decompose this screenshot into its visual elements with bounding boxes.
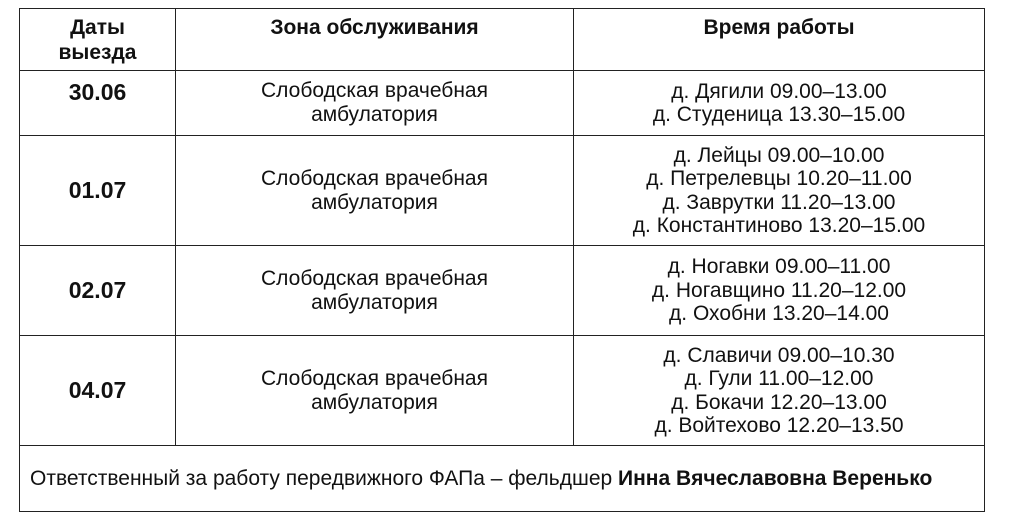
time-cell — [574, 336, 985, 446]
table-row — [20, 71, 985, 136]
footer-row — [20, 446, 985, 512]
zone-line: Слободская врачебная — [261, 266, 488, 290]
responsible-note — [20, 446, 985, 512]
schedule-table — [19, 8, 985, 512]
header-zone: Зона обслуживания — [176, 9, 574, 71]
date-cell: 02.07 — [20, 246, 176, 336]
header-row — [20, 9, 985, 71]
time-line: д. Заврутки 11.20–13.00 — [662, 190, 896, 214]
time-line: д. Константиново 13.20–15.00 — [632, 214, 926, 237]
time-line: д. Охобни 13.20–14.00 — [669, 302, 889, 326]
time-line: д. Ногавки 09.00–11.00 — [667, 255, 891, 279]
time-line: д. Войтехово 12.20–13.50 — [654, 414, 904, 437]
responsible-text: Ответственный за работу передвижного ФАПа – фельдшер — [30, 466, 619, 490]
time-line: д. Студеница 13.30–15.00 — [652, 103, 906, 126]
zone-line: амбулатория — [311, 103, 438, 126]
header-date — [20, 9, 176, 71]
zone-line: Слободская врачебная — [261, 79, 488, 102]
time-line: д. Бокачи 12.20–13.00 — [671, 390, 887, 414]
table-row — [20, 136, 985, 246]
time-cell — [574, 246, 985, 336]
zone-cell — [176, 246, 574, 336]
date-cell: 30.06 — [20, 71, 176, 136]
table-row — [20, 336, 985, 446]
time-line: д. Славичи 09.00–10.30 — [663, 343, 895, 367]
header-date-line1: Даты — [70, 16, 125, 39]
header-time: Время работы — [574, 9, 985, 71]
time-cell — [574, 71, 985, 136]
time-line: д. Петрелевцы 10.20–11.00 — [646, 167, 912, 190]
responsible-name: Инна Вячеславовна Веренько — [618, 466, 933, 490]
schedule-document — [19, 8, 984, 511]
zone-line: амбулатория — [311, 290, 438, 314]
zone-cell — [176, 71, 574, 136]
zone-line: Слободская врачебная — [261, 166, 488, 190]
table-row — [20, 246, 985, 336]
zone-line: амбулатория — [311, 190, 438, 214]
time-line: д. Гули 11.00–12.00 — [684, 367, 874, 390]
time-line: д. Дягили 09.00–13.00 — [671, 79, 887, 103]
zone-line: Слободская врачебная — [261, 366, 488, 390]
time-line: д. Лейцы 09.00–10.00 — [673, 143, 885, 167]
zone-cell — [176, 336, 574, 446]
zone-cell — [176, 136, 574, 246]
header-date-line2: выезда — [58, 41, 137, 64]
time-line: д. Ногавщино 11.20–12.00 — [651, 278, 907, 302]
date-cell: 04.07 — [20, 336, 176, 446]
zone-line: амбулатория — [311, 390, 438, 414]
date-cell: 01.07 — [20, 136, 176, 246]
time-cell — [574, 136, 985, 246]
